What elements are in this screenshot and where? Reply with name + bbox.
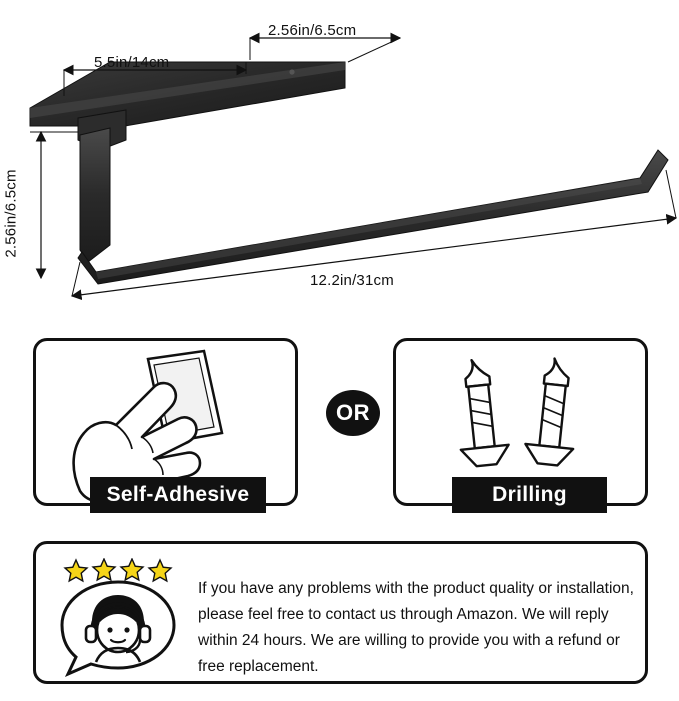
dimension-label-depth-bracket: 2.56in/6.5cm [268,22,357,39]
dimension-label-width-bracket: 5.5in/14cm [94,54,170,71]
service-note-text: If you have any problems with the product quality or installation, please feel free to contact us through Amazon. We will reply within 24 hours. We are willing to provide you with a refund or free replacement. [198,580,634,675]
drilling-label: Drilling [452,477,607,513]
dimension-label-height-bracket: 2.56in/6.5cm [2,169,20,258]
dimension-label-bar-length: 12.2in/31cm [310,272,394,289]
or-separator-badge: OR [326,390,380,436]
product-dimension-diagram [0,0,679,320]
self-adhesive-label: Self-Adhesive [90,477,266,513]
customer-service-agent-icon [48,578,188,678]
